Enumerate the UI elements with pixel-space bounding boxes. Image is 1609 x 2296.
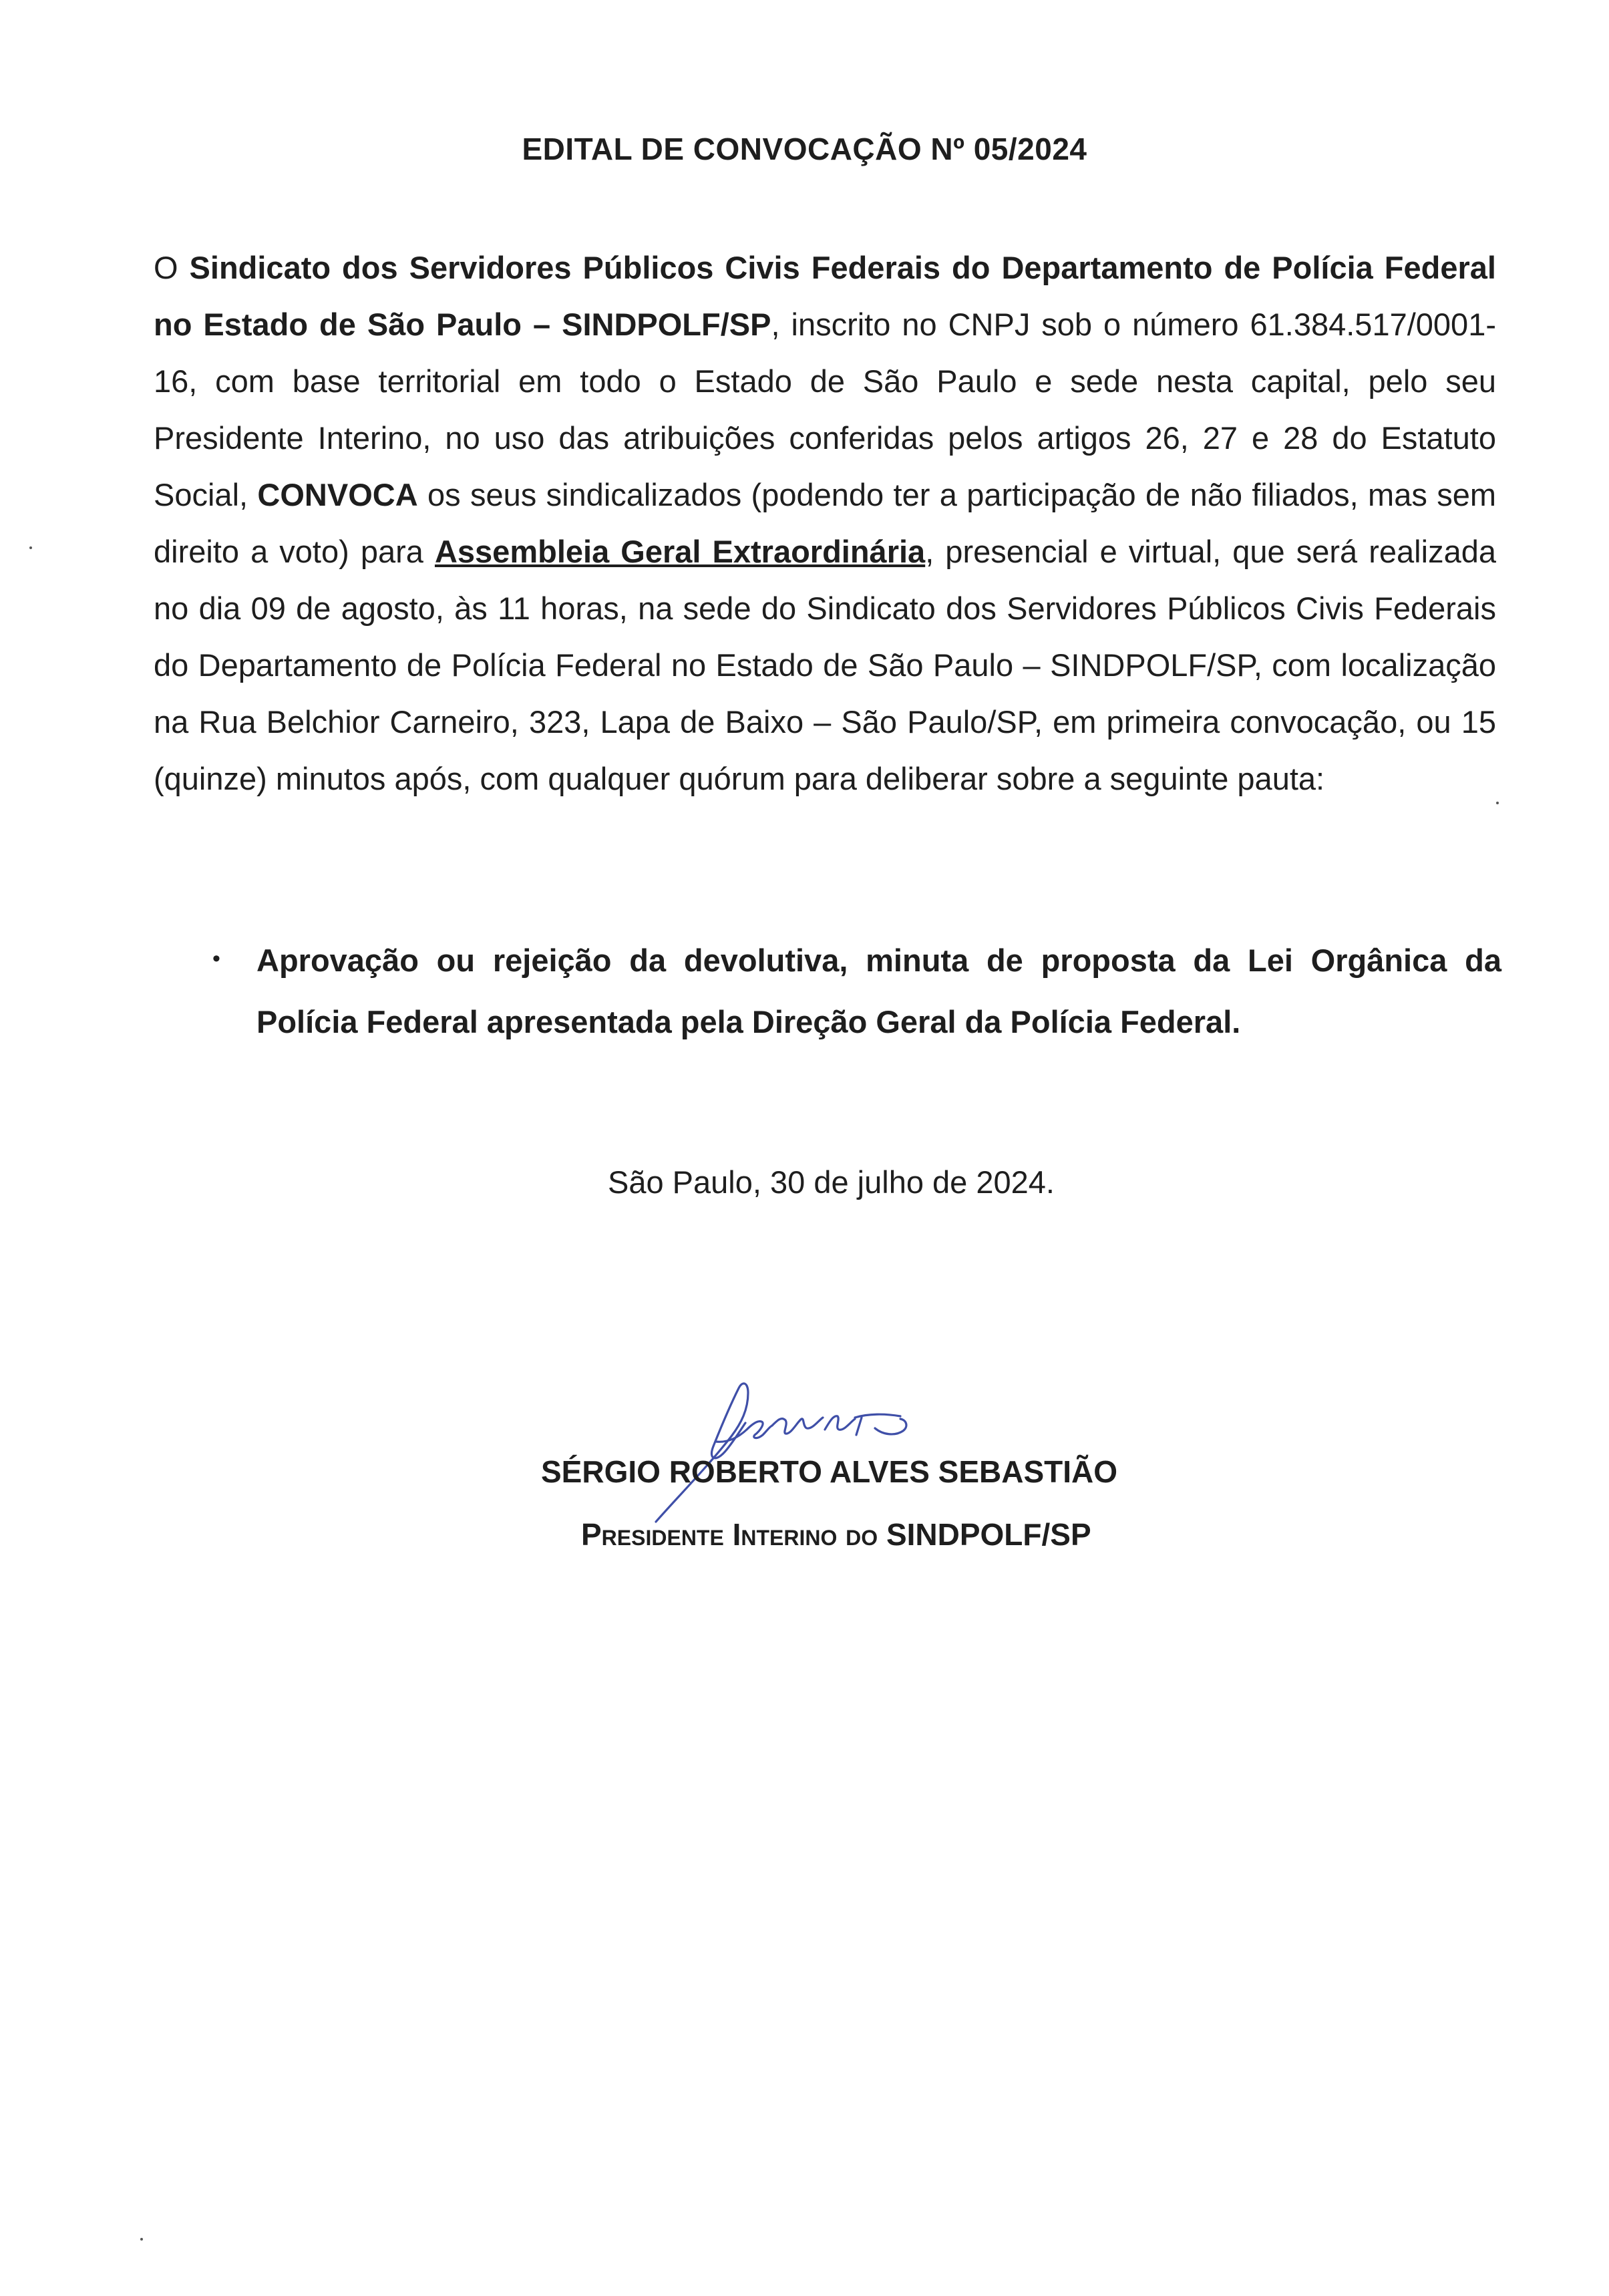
date-line: São Paulo, 30 de julho de 2024.: [608, 1164, 1055, 1200]
agenda-item-text: Aprovação ou rejeição da devolutiva, minuta de proposta da Lei Orgânica da Polícia Federal apresentada pela Direção Geral da Polícia Federal.: [256, 943, 1501, 1039]
convocation-paragraph: [154, 239, 1496, 807]
document-title: EDITAL DE CONVOCAÇÃO Nº 05/2024: [522, 132, 1087, 166]
paragraph-part-2: , inscrito no CNPJ sob o número 61.384.517/0001-16, com base territorial em todo o Estado de São Paulo e sede nesta capital, pelo seu Presidente Interino, no uso das atribuições conferidas pelos artigos 26, 27 e 28 do Estatuto Social,: [154, 307, 1496, 512]
paragraph-part-4: , presencial e virtual, que será realizada no dia 09 de agosto, às 11 horas, na sede do Sindicato dos Servidores Públicos Civis Federais do Departamento de Polícia Federal no Estado de São Paulo – SINDPOLF/SP, com localização na Rua Belchior Carneiro, 323, Lapa de Baixo – São Paulo/SP, em primeira convocação, ou 15 (quinze) minutos após, com qualquer quórum para deliberar sobre a seguinte pauta:: [154, 534, 1496, 796]
organization-name: Sindicato dos Servidores Públicos Civis Federais do Departamento de Polícia Federal no Estado de São Paulo – SINDPOLF/SP: [154, 250, 1496, 342]
paragraph-intro: O: [154, 250, 190, 285]
bullet-icon: •: [212, 946, 220, 971]
signature-stroke-end: [875, 1419, 906, 1434]
convoca-keyword: CONVOCA: [257, 477, 418, 512]
agenda-item: [212, 930, 1501, 1053]
scan-speck: [29, 546, 32, 549]
scan-speck: [140, 2238, 143, 2241]
paragraph-part-3: os seus sindicalizados (podendo ter a participação de não filiados, mas sem direito a voto) para: [154, 477, 1496, 569]
signature-stroke-main: [656, 1383, 748, 1522]
assembly-type: Assembleia Geral Extraordinária: [434, 534, 926, 569]
signature-stroke-letters: [772, 1418, 823, 1434]
signer-name: SÉRGIO ROBERTO ALVES SEBASTIÃO: [541, 1454, 1118, 1489]
scan-speck: [1496, 802, 1499, 804]
signer-role: Presidente Interino do SINDPOLF/SP: [581, 1517, 1091, 1552]
handwritten-signature: [655, 1356, 955, 1530]
signature-stroke-dash: [856, 1418, 862, 1435]
signature-stroke-tail: [825, 1416, 855, 1430]
